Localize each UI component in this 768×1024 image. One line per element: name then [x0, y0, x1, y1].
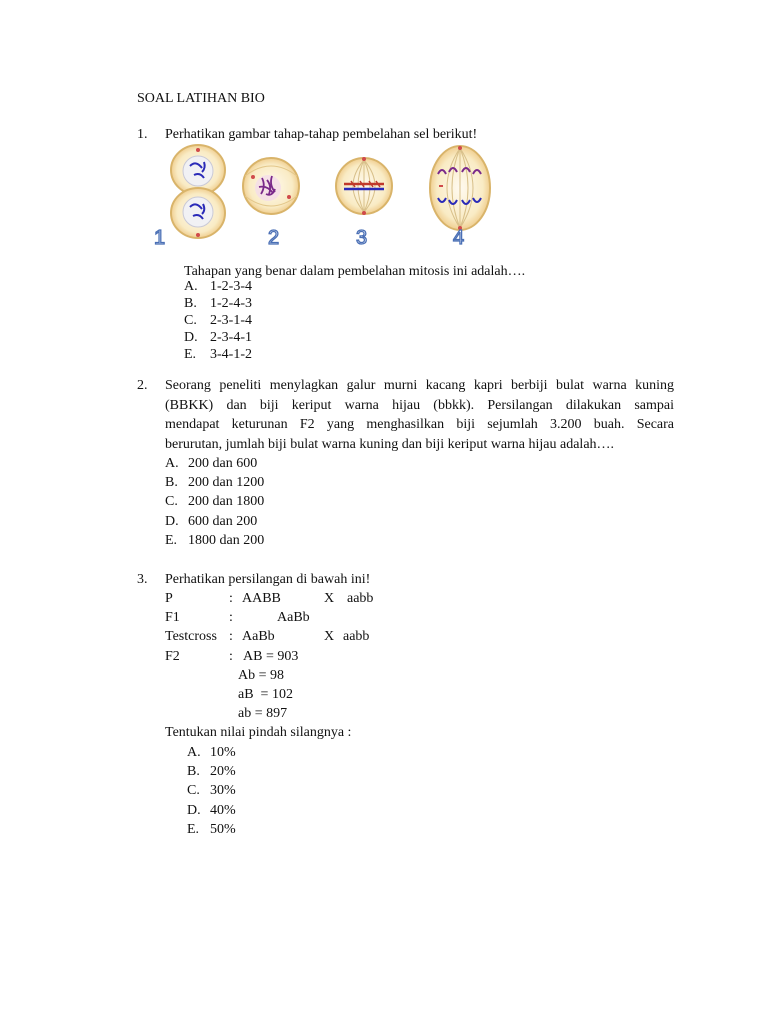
q2-option-letter: B.: [165, 475, 178, 490]
q1-option-letter: A.: [184, 279, 198, 294]
cell-3-metaphase: [336, 157, 392, 215]
q2-option-letter: D.: [165, 514, 179, 529]
q3-number: 3.: [137, 572, 148, 587]
q1-option-text: 1-2-4-3: [210, 296, 252, 311]
q2-prompt: [165, 376, 674, 454]
q1-option-letter: D.: [184, 330, 198, 345]
q2-prompt-line: Seorang peneliti menylagkan galur murni kacang kapri berbiji bulat warna kuning: [165, 378, 674, 393]
q3-option-text: 40%: [210, 803, 236, 818]
page-title: SOAL LATIHAN BIO: [137, 91, 265, 106]
q1-option-text: 3-4-1-2: [210, 347, 252, 362]
cross-tc-left: AaBb: [242, 629, 275, 644]
q1-option-letter: C.: [184, 313, 197, 328]
q2-option-text: 200 dan 1200: [188, 475, 265, 490]
cross-tc-right: aabb: [343, 629, 370, 644]
q2-option-text: 1800 dan 200: [188, 533, 265, 548]
q3-option-letter: A.: [187, 745, 201, 760]
cross-label-p: P: [165, 591, 173, 606]
figure-label-3: 3: [356, 227, 368, 246]
q2-number: 2.: [137, 378, 148, 393]
q2-option-letter: A.: [165, 456, 179, 471]
q3-option-text: 10%: [210, 745, 236, 760]
cross-label-f2: F2: [165, 649, 180, 664]
figure-label-2: 2: [268, 227, 280, 246]
cross-x: X: [324, 629, 335, 644]
q3-option-letter: D.: [187, 803, 201, 818]
figure-label-4: 4: [453, 227, 465, 246]
q2-option-text: 600 dan 200: [188, 514, 258, 529]
q3-option-text: 50%: [210, 822, 236, 837]
q3-question: Tentukan nilai pindah silangnya :: [165, 725, 352, 740]
q3-option-text: 20%: [210, 764, 236, 779]
cell-4-anaphase: [430, 146, 490, 230]
cell-2-prophase: [243, 158, 299, 214]
figure-label-1: 1: [154, 227, 166, 246]
q1-number: 1.: [137, 127, 148, 142]
cell-1-telophase: [171, 145, 225, 238]
q1-question: Tahapan yang benar dalam pembelahan mitosis ini adalah….: [184, 264, 526, 279]
q1-option-letter: E.: [184, 347, 197, 362]
cross-f1-value: AaBb: [277, 610, 310, 625]
cross-f2-value: aB = 102: [238, 687, 293, 702]
q3-option-text: 30%: [210, 783, 236, 798]
q2-option-text: 200 dan 600: [188, 456, 258, 471]
cross-p-right: aabb: [347, 591, 374, 606]
cross-f2-value: Ab = 98: [238, 668, 285, 683]
q1-option-text: 1-2-3-4: [210, 279, 252, 294]
cross-colon: :: [229, 649, 233, 664]
cross-colon: :: [229, 629, 233, 644]
q2-prompt-line: berurutan, jumlah biji bulat warna kuning dan biji keriput warna hijau adalah….: [165, 436, 615, 452]
q3-option-letter: E.: [187, 822, 200, 837]
q1-option-text: 2-3-4-1: [210, 330, 252, 345]
cross-x: X: [324, 591, 335, 606]
q1-option-text: 2-3-1-4: [210, 313, 252, 328]
q2-option-letter: C.: [165, 494, 178, 509]
q2-option-text: 200 dan 1800: [188, 494, 265, 509]
cross-label-testcross: Testcross: [165, 629, 217, 644]
cross-f2-value: ab = 897: [238, 706, 288, 721]
cell-division-figure: [146, 144, 506, 246]
q2-option-letter: E.: [165, 533, 178, 548]
q1-option-letter: B.: [184, 296, 197, 311]
cross-f2-value: AB = 903: [243, 649, 299, 664]
q3-option-letter: C.: [187, 783, 200, 798]
q2-prompt-line: (BBKK) dan biji keriput warna hijau (bbkk). Persilangan dilakukan sampai: [165, 397, 674, 413]
cross-p-left: AABB: [242, 591, 281, 606]
cross-colon: :: [229, 591, 233, 606]
cross-label-f1: F1: [165, 610, 180, 625]
q3-prompt: Perhatikan persilangan di bawah ini!: [165, 572, 371, 587]
q3-option-letter: B.: [187, 764, 200, 779]
cross-colon: :: [229, 610, 233, 625]
q2-prompt-line: mendapat keturunan F2 yang menghasilkan biji sejumlah 3.200 buah. Secara: [165, 417, 674, 432]
q1-prompt: Perhatikan gambar tahap-tahap pembelahan sel berikut!: [165, 127, 478, 142]
